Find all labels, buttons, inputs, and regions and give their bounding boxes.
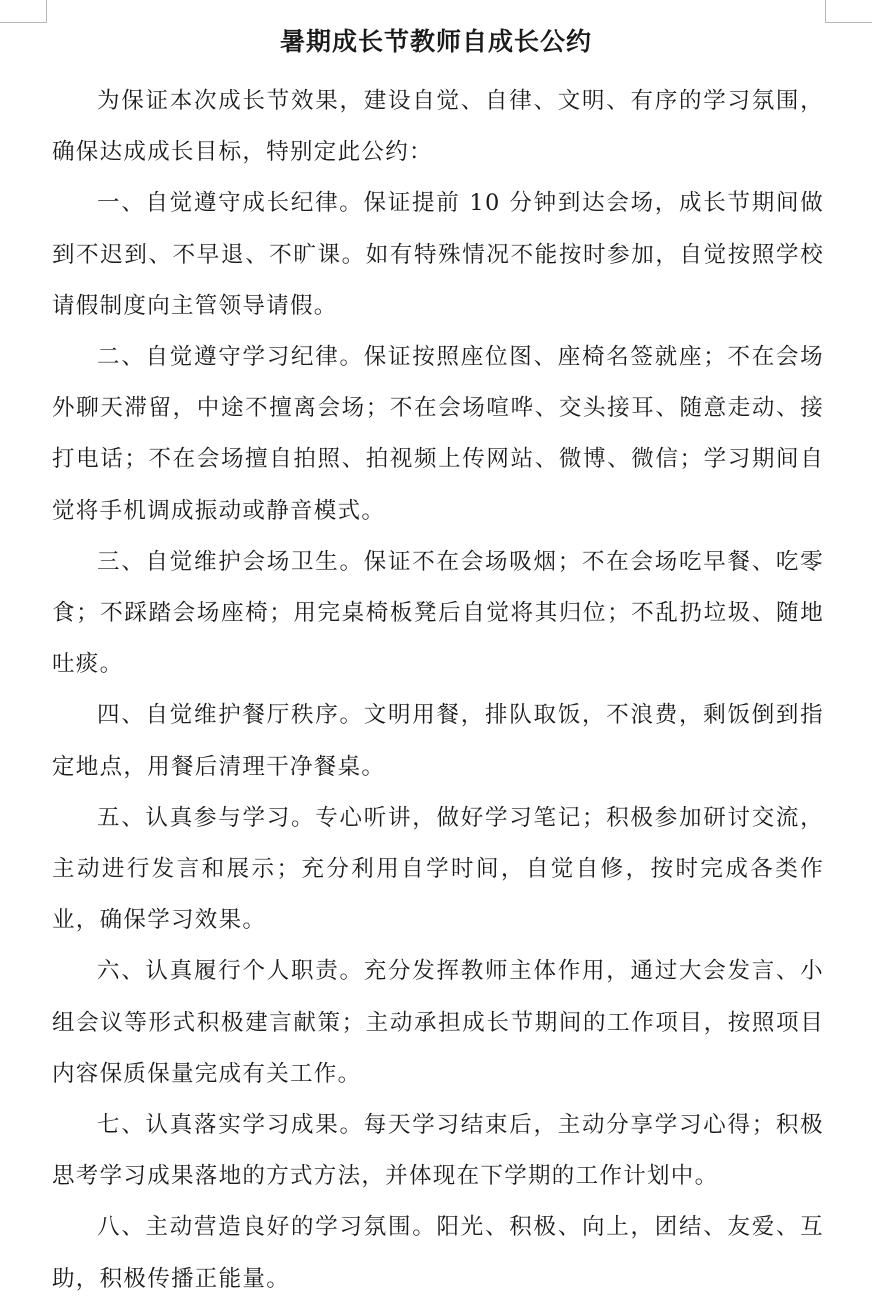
article-1-paragraph: 一、自觉遵守成长纪律。保证提前 10 分钟到达会场，成长节期间做到不迟到、不早退、不旷课。如有特殊情况不能按时参加，自觉按照学校请假制度向主管领导请假。 [52, 190, 824, 319]
document-title: 暑期成长节教师自成长公约 [279, 27, 592, 56]
page-corner-mark-top-right [825, 0, 872, 23]
intro-paragraph: 为保证本次成长节效果，建设自觉、自律、文明、有序的学习氛围，确保达成成长目标，特别定此公约： [52, 88, 824, 166]
article-8-paragraph: 八、主动营造良好的学习氛围。阳光、积极、向上，团结、友爱、互助，积极传播正能量。 [52, 1214, 824, 1292]
page-corner-mark-top-left [0, 0, 47, 23]
document-body [52, 76, 824, 1305]
article-5-paragraph: 五、认真参与学习。专心听讲，做好学习笔记；积极参加研讨交流，主动进行发言和展示；充分利用自学时间，自觉自修，按时完成各类作业，确保学习效果。 [52, 804, 824, 934]
article-7-paragraph: 七、认真落实学习成果。每天学习结束后，主动分享学习心得；积极思考学习成果落地的方式方法，并体现在下学期的工作计划中。 [52, 1112, 824, 1190]
article-3-paragraph: 三、自觉维护会场卫生。保证不在会场吸烟；不在会场吃早餐、吃零食；不踩踏会场座椅；用完桌椅板凳后自觉将其归位；不乱扔垃圾、随地吐痰。 [52, 548, 824, 678]
article-4-paragraph: 四、自觉维护餐厅秩序。文明用餐，排队取饭，不浪费，剩饭倒到指定地点，用餐后清理干净餐桌。 [52, 702, 824, 780]
article-2-paragraph: 二、自觉遵守学习纪律。保证按照座位图、座椅名签就座；不在会场外聊天滞留，中途不擅离会场；不在会场喧哗、交头接耳、随意走动、接打电话；不在会场擅自拍照、拍视频上传网站、微博、微信；学习期间自觉将手机调成振动或静音模式。 [52, 344, 824, 524]
article-6-paragraph: 六、认真履行个人职责。充分发挥教师主体作用，通过大会发言、小组会议等形式积极建言献策；主动承担成长节期间的工作项目，按照项目内容保质保量完成有关工作。 [52, 958, 824, 1087]
